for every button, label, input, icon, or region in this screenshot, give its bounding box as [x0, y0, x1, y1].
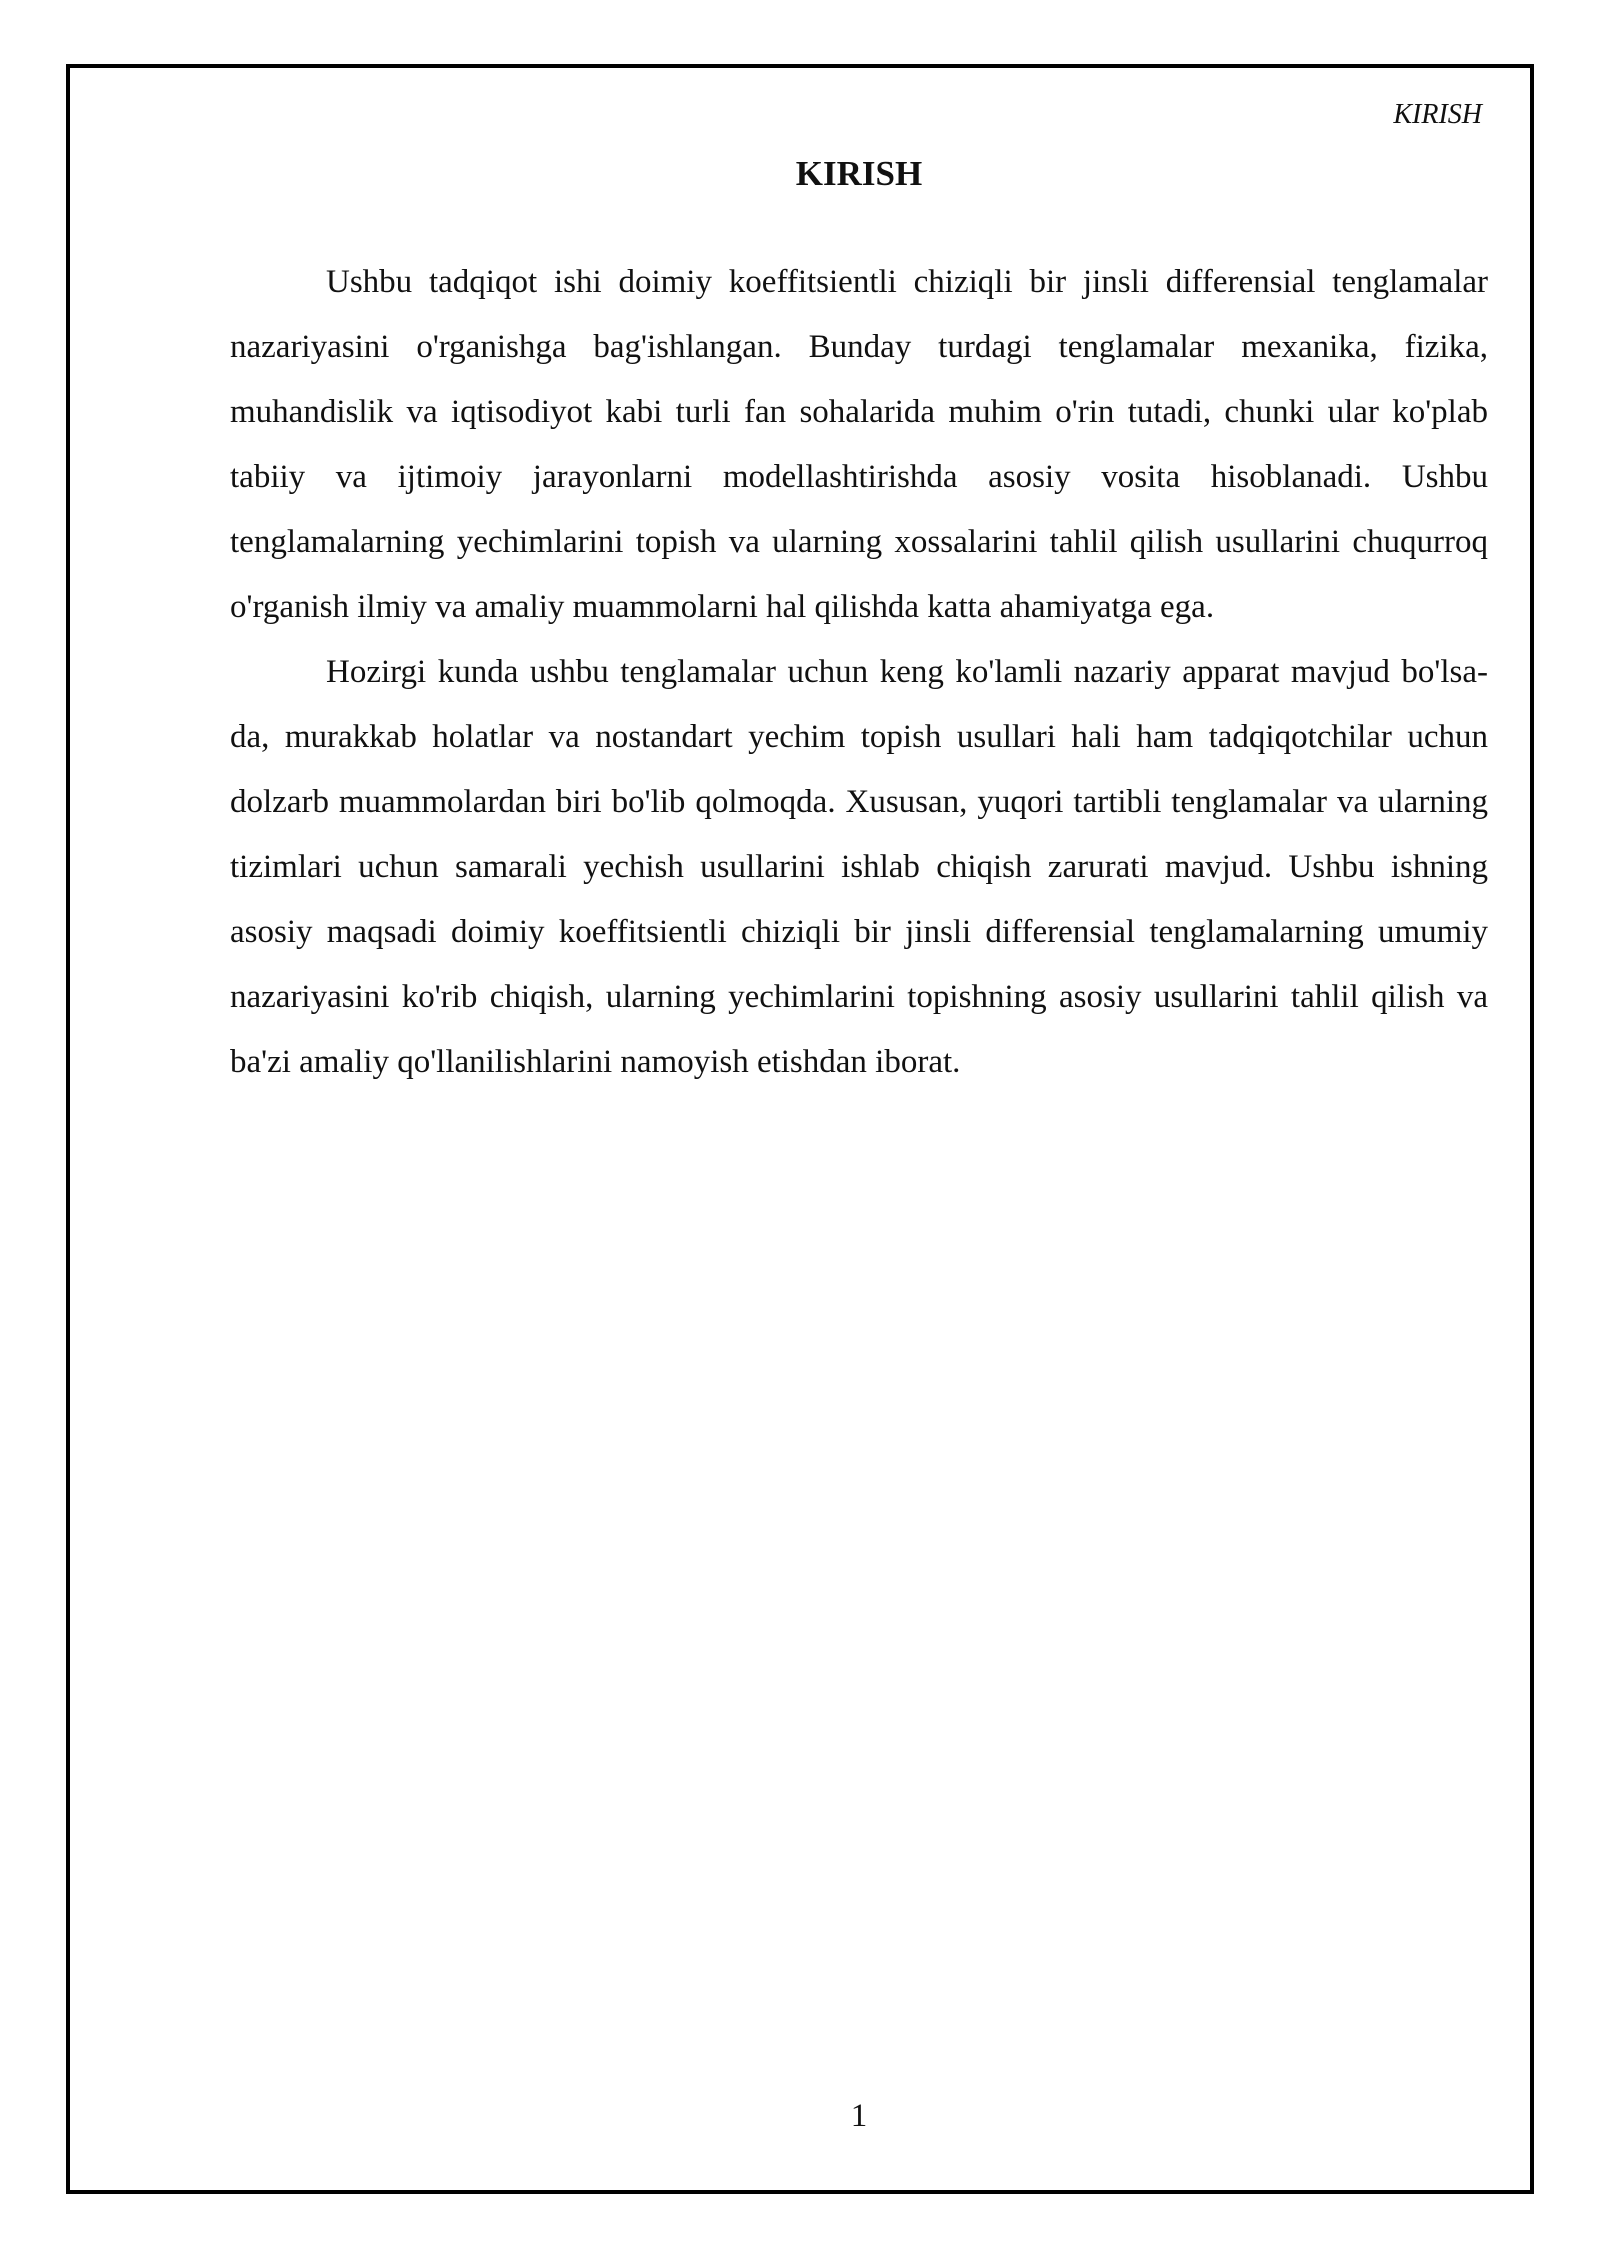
- paragraph-1: Ushbu tadqiqot ishi doimiy koeffitsientli chiziqli bir jinsli differensial tenglamalar nazariyasini o'rganishga bag'ishlangan. Bunday turdagi tenglamalar mexanika, fizika, muhandislik va iqtisodiyot kabi turli fan sohalarida muhim o'rin tutadi, chunki ular ko'plab tabiiy va ijtimoiy jarayonlarni modellashtirishda asosiy vosita hisoblanadi. Ushbu tenglamalarning yechimlarini topish va ularning xossalarini tahlil qilish usullarini chuqurroq o'rganish ilmiy va amaliy muammolarni hal qilishda katta ahamiyatga ega.: [230, 264, 1488, 625]
- body-text: [230, 250, 1488, 1095]
- running-header: KIRISH: [1393, 99, 1482, 130]
- page-title: KIRISH: [795, 154, 923, 193]
- page-number: 1: [850, 2098, 868, 2134]
- paragraph-2: Hozirgi kunda ushbu tenglamalar uchun keng ko'lamli nazariy apparat mavjud bo'lsa-da, murakkab holatlar va nostandart yechim topish usullari hali ham tadqiqotchilar uchun dolzarb muammolardan biri bo'lib qolmoqda. Xususan, yuqori tartibli tenglamalar va ularning tizimlari uchun samarali yechish usullarini ishlab chiqish zarurati mavjud. Ushbu ishning asosiy maqsadi doimiy koeffitsientli chiziqli bir jinsli differensial tenglamalarning umumiy nazariyasini ko'rib chiqish, ularning yechimlarini topishning asosiy usullarini tahlil qilish va ba'zi amaliy qo'llanilishlarini namoyish etishdan iborat.: [230, 654, 1488, 1080]
